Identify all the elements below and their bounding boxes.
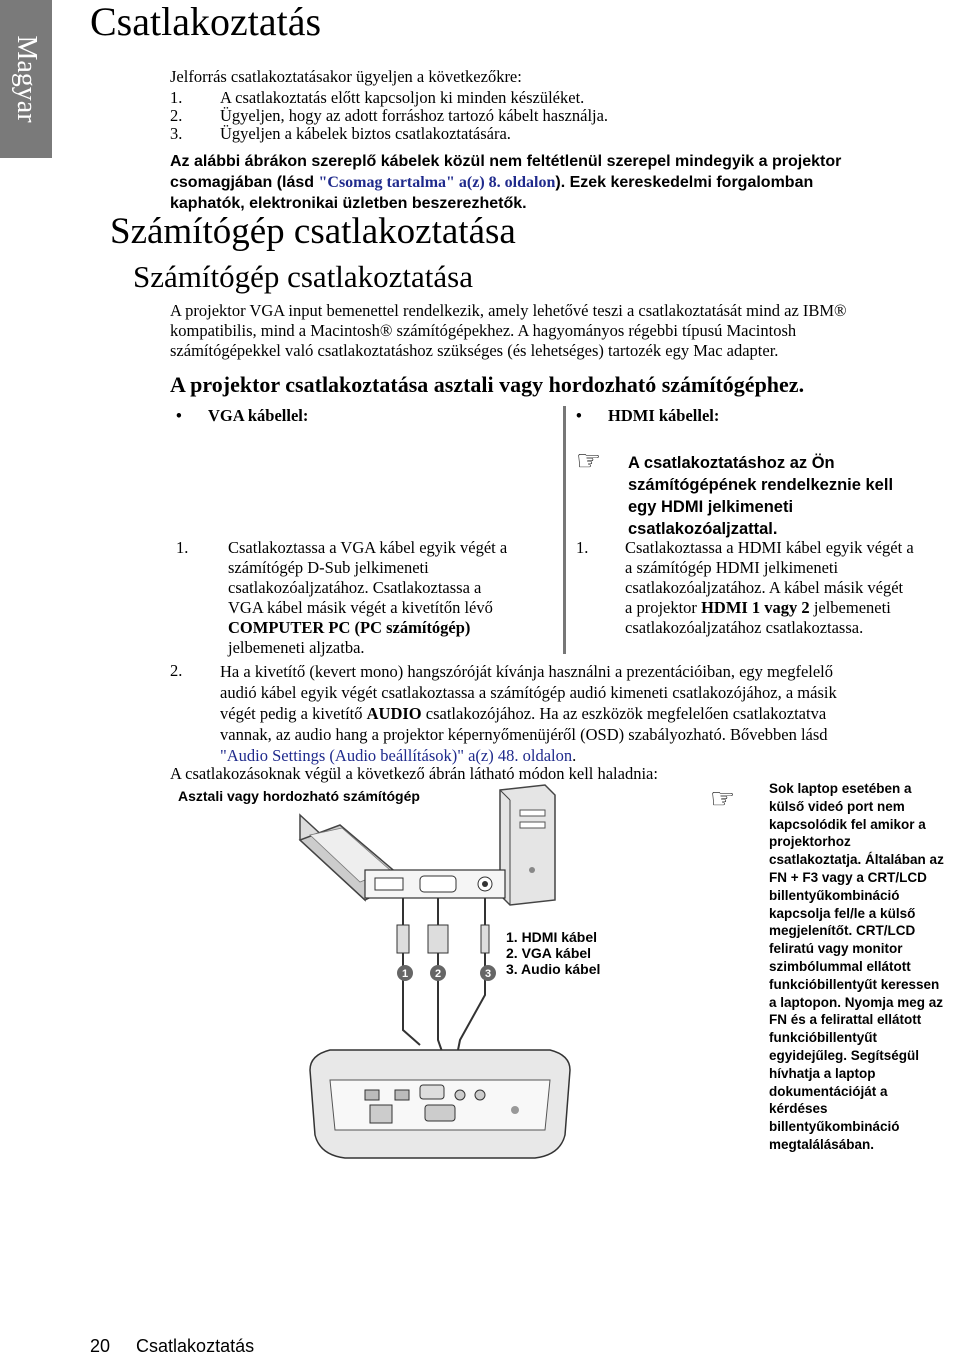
cables xyxy=(403,898,485,925)
package-contents-link[interactable]: "Csomag tartalma" a(z) 8. oldalon xyxy=(318,174,556,191)
column-divider xyxy=(563,406,566,654)
step2-text: Ha a kivetítő (kevert mono) hangszóróját kívánja használni a prezentációiban, egy megfelelő audió kábel egyik végét csatlakoztassa a számítógép audió kimeneti csatlakozójához, a másik végét pedig a kivetítő AUDIO csatlakozójához. Ha az eszközök megfelelően csatlakoztatva vannak, az audio hang a projektor képernyőmenüjéről (OSD) szabályozható. Bővebben lásd "Audio Settings (Audio beállítások)" a(z) 48. oldalon. xyxy=(220,662,837,765)
final-instruction: A csatlakozásoknak végül a következő ábrán látható módon kell haladnia: xyxy=(170,764,658,783)
cable-legend: 1. HDMI kábel 2. VGA kábel 3. Audio kábel xyxy=(506,929,601,977)
diagram-label: Asztali vagy hordozható számítógép xyxy=(178,788,420,804)
language-tab-label: Magyar xyxy=(11,35,42,123)
intro-list-item: 2. Ügyeljen, hogy az adott forráshoz tartozó kábelt használja. xyxy=(170,106,609,125)
page-number: 20 xyxy=(90,1336,111,1356)
intro-list-item: 1. A csatlakoztatás előtt kapcsoljon ki minden készüléket. xyxy=(170,88,585,107)
intro-lead: Jelforrás csatlakoztatásakor ügyeljen a következőkre: xyxy=(170,67,522,86)
hdmi-step-text: Csatlakoztassa a HDMI kábel egyik végét a a számítógép HDMI jelkimeneti csatlakozóaljzatához. A kábel másik végét a projektor HDMI 1 vagy 2 jelbemeneti csatlakozóaljzatához csatlakoztassa. xyxy=(625,538,914,637)
desktop-illustration xyxy=(500,785,555,905)
computer-ports xyxy=(365,870,505,898)
connection-diagram xyxy=(280,780,610,1175)
step2-num: 2. xyxy=(170,661,183,680)
hdmi-bullet: • HDMI kábellel: xyxy=(576,406,720,425)
language-tab xyxy=(0,0,52,158)
connect-heading: A projektor csatlakoztatása asztali vagy hordozható számítógéphez. xyxy=(170,372,805,397)
cable-note: Az alábbi ábrákon szereplő kábelek közül nem feltétlenül szerepel mindegyik a projektor csomagjában (lásd "Csomag tartalma" a(z) 8. oldalon). Ezek kereskedelmi forgalomban kaphatók, elektronikai üzletben beszerezhetők. xyxy=(170,153,842,212)
badge-2: 2 xyxy=(434,968,442,980)
intro-paragraph: A projektor VGA input bemenettel rendelkezik, amely lehetővé teszi a csatlakoztatását mind az IBM® kompatibilis, mind a Macintosh® számítógépekhez. A hagyományos régebbi típusú Macintosh számítógépekkel való csatlakoztatáshoz szükséges (és lehetséges) tartozék egy Mac adapter. xyxy=(170,301,847,360)
cable-number-badges xyxy=(397,965,496,981)
vga-step-num: 1. xyxy=(176,538,189,557)
hdmi-tip: A csatlakoztatáshoz az Ön számítógépének rendelkeznie kell egy HDMI jelkimeneti csatlakozóaljzattal. xyxy=(628,454,894,538)
badge-1: 1 xyxy=(401,968,409,980)
subsection-title: Számítógép csatlakoztatása xyxy=(133,259,474,294)
hand-note-icon: ☞ xyxy=(576,446,602,477)
page-title: Csatlakoztatás xyxy=(90,0,322,44)
hand-note-icon: ☞ xyxy=(710,784,736,815)
intro-list-item: 3. Ügyeljen a kábelek biztos csatlakoztatására. xyxy=(170,124,511,143)
section-title: Számítógép csatlakoztatása xyxy=(110,211,516,252)
laptop-tip: Sok laptop esetében a külső videó port nem kapcsolódik fel amikor a projektorhoz csatlakoztatja. Általában az FN + F3 vagy a CRT/LCD billentyűkombináció kapcsolja fel/le a külső megjelenítőt. CRT/LCD feliratú vagy monitor szimbólummal ellátott funkcióbillentyűt keressen a laptopon. Nyomja meg az FN és a felirattal ellátott funkcióbillentyűt egyidejűleg. Segítségül hívhatja a laptop dokumentációját a kérdéses billentyűkombináció megtalálásában. xyxy=(769,781,944,1152)
vga-bullet: • VGA kábellel: xyxy=(176,406,309,425)
cable-connectors xyxy=(397,925,489,953)
vga-step-text: Csatlakoztassa a VGA kábel egyik végét a számítógép D-Sub jelkimeneti csatlakozóaljzatához. Csatlakoztassa a VGA kábel másik végét a kivetítőn lévő COMPUTER PC (PC számítógép) jelbemeneti aljzatba. xyxy=(228,538,508,657)
projector-illustration xyxy=(310,1050,570,1158)
page-footer xyxy=(90,1336,254,1357)
footer-label: Csatlakoztatás xyxy=(136,1336,255,1356)
audio-settings-link[interactable]: "Audio Settings (Audio beállítások)" a(z) 48. oldalon xyxy=(220,746,573,765)
badge-3: 3 xyxy=(484,968,492,980)
hdmi-step-num: 1. xyxy=(576,538,589,557)
